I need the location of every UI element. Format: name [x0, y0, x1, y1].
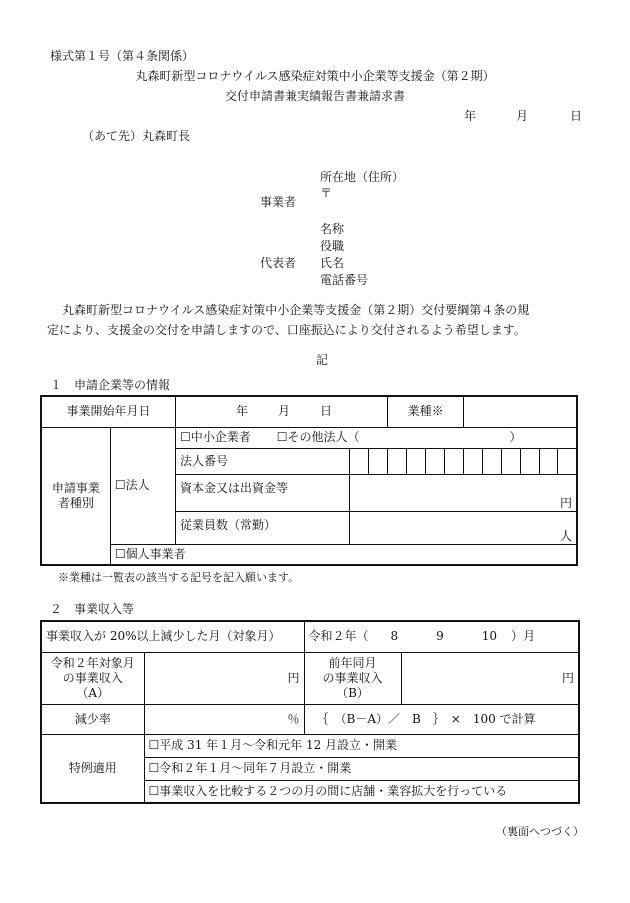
- rate-formula: ｛ （B－A）／ B ｝ × 100 で計算: [304, 704, 579, 734]
- start-year-label: 年: [236, 404, 249, 419]
- corp-number-digit[interactable]: [520, 448, 539, 474]
- date-year: 年: [464, 109, 477, 123]
- corp-number-digit[interactable]: [539, 448, 558, 474]
- income-a-line3: （A）: [76, 685, 110, 700]
- industry-field[interactable]: [463, 396, 577, 427]
- corp-number-digit[interactable]: [350, 448, 369, 474]
- special-option-2[interactable]: ☐令和２年１月～同年７月設立・開業: [144, 757, 579, 780]
- corp-number-digit[interactable]: [444, 448, 463, 474]
- title-line-1: 丸森町新型コロナウイルス感染症対策中小企業等支援金（第２期）: [135, 69, 495, 83]
- postal-mark: 〒: [320, 186, 333, 200]
- decrease-month-label: 事業収入が 20%以上減少した月（対象月）: [41, 621, 304, 652]
- addressee: （あて先）丸森町長: [82, 129, 191, 143]
- name-label: 名称: [320, 222, 345, 236]
- industry-label: 業種※: [388, 396, 464, 427]
- start-date-field[interactable]: [176, 396, 388, 427]
- income-table: [40, 620, 580, 804]
- capital-unit: 円: [559, 495, 572, 510]
- decrease-month-field[interactable]: [304, 621, 579, 652]
- form-number: 様式第１号（第４条関係）: [50, 49, 195, 63]
- business-label: 事業者: [260, 195, 297, 209]
- applicant-type-label-line2: 者種別: [57, 495, 94, 510]
- start-month-label: 月: [278, 404, 291, 419]
- special-option-1[interactable]: ☐平成 31 年１月～令和元年 12 月設立・開業: [144, 734, 579, 757]
- corp-number-digit[interactable]: [482, 448, 501, 474]
- capital-field[interactable]: [350, 474, 577, 511]
- income-a-label: [41, 652, 144, 704]
- income-b-line1: 前年同月: [328, 655, 377, 670]
- capital-label: 資本金又は出資金等: [176, 474, 350, 511]
- corp-number-digit[interactable]: [426, 448, 445, 474]
- sme-checkbox[interactable]: ☐中小企業者: [180, 430, 251, 444]
- corp-number-label: 法人番号: [176, 448, 350, 474]
- applicant-type-label: [41, 427, 110, 565]
- employees-field[interactable]: [350, 511, 577, 544]
- start-day-label: 日: [320, 404, 333, 419]
- corp-number-digit[interactable]: [558, 448, 577, 474]
- corp-number-digit[interactable]: [388, 448, 407, 474]
- section2-heading: ２ 事業収入等: [50, 602, 135, 616]
- corp-number-digit[interactable]: [501, 448, 520, 474]
- decrease-month-suffix: ）月: [511, 629, 536, 644]
- income-a-line2: の事業収入: [62, 670, 123, 685]
- corp-number-digit[interactable]: [369, 448, 388, 474]
- corp-number-digit[interactable]: [407, 448, 426, 474]
- applicant-info-table: [40, 395, 578, 566]
- continued-note: （裏面へつづく）: [496, 825, 584, 838]
- phone-label: 電話番号: [320, 273, 369, 287]
- income-b-unit: 円: [561, 670, 574, 685]
- position-label: 役職: [320, 239, 345, 253]
- person-name-label: 氏名: [320, 256, 345, 270]
- rate-unit: ％: [287, 711, 300, 726]
- ki-mark: 記: [316, 353, 329, 367]
- applicant-type-label-line1: 申請事業: [51, 480, 100, 495]
- special-option-3[interactable]: ☐事業収入を比較する２つの月の間に店舗・業容拡大を行っている: [144, 780, 579, 803]
- income-a-field[interactable]: [144, 652, 304, 704]
- special-label: 特例適用: [41, 734, 144, 803]
- income-a-line1: 令和２年対象月: [50, 655, 135, 670]
- paragraph-line-1: 丸森町新型コロナウイルス感染症対策中小企業等支援金（第２期）交付要綱第４条の規: [62, 303, 530, 317]
- month-option-8[interactable]: 8: [390, 629, 399, 644]
- section1-heading: １ 申請企業等の情報: [50, 378, 171, 392]
- income-b-field[interactable]: [401, 652, 579, 704]
- employees-unit: 人: [559, 528, 572, 543]
- income-b-label: [304, 652, 401, 704]
- income-b-line2: の事業収入: [322, 670, 383, 685]
- rate-label: 減少率: [41, 704, 144, 734]
- employees-label: 従業員数（常勤）: [176, 511, 350, 544]
- start-date-label: 事業開始年月日: [41, 396, 176, 427]
- representative-label: 代表者: [260, 256, 297, 270]
- other-corp-close: ）: [509, 430, 522, 444]
- decrease-month-prefix: 令和２年（: [308, 629, 369, 644]
- other-corp-checkbox[interactable]: ☐その他法人（: [276, 430, 360, 444]
- industry-note: ※業種は一覧表の該当する記号を記入願います。: [58, 571, 300, 584]
- title-line-2: 交付申請書兼実績報告書兼請求書: [224, 89, 405, 103]
- month-option-9[interactable]: 9: [436, 629, 444, 644]
- rate-field[interactable]: [144, 704, 304, 734]
- corp-number-digit[interactable]: [463, 448, 482, 474]
- date-month: 月: [516, 109, 529, 123]
- income-a-unit: 円: [287, 670, 300, 685]
- location-label: 所在地（住所）: [320, 170, 405, 184]
- income-b-line3: （B）: [336, 685, 369, 700]
- individual-checkbox[interactable]: ☐個人事業者: [110, 544, 577, 565]
- paragraph-line-2: 定により、支援金の交付を申請しますので、口座振込により交付されるよう希望します。: [47, 323, 526, 337]
- corporation-checkbox[interactable]: ☐法人: [110, 427, 175, 544]
- month-option-10[interactable]: 10: [481, 629, 498, 644]
- date-day: 日: [570, 109, 583, 123]
- corp-type-row: [176, 427, 578, 448]
